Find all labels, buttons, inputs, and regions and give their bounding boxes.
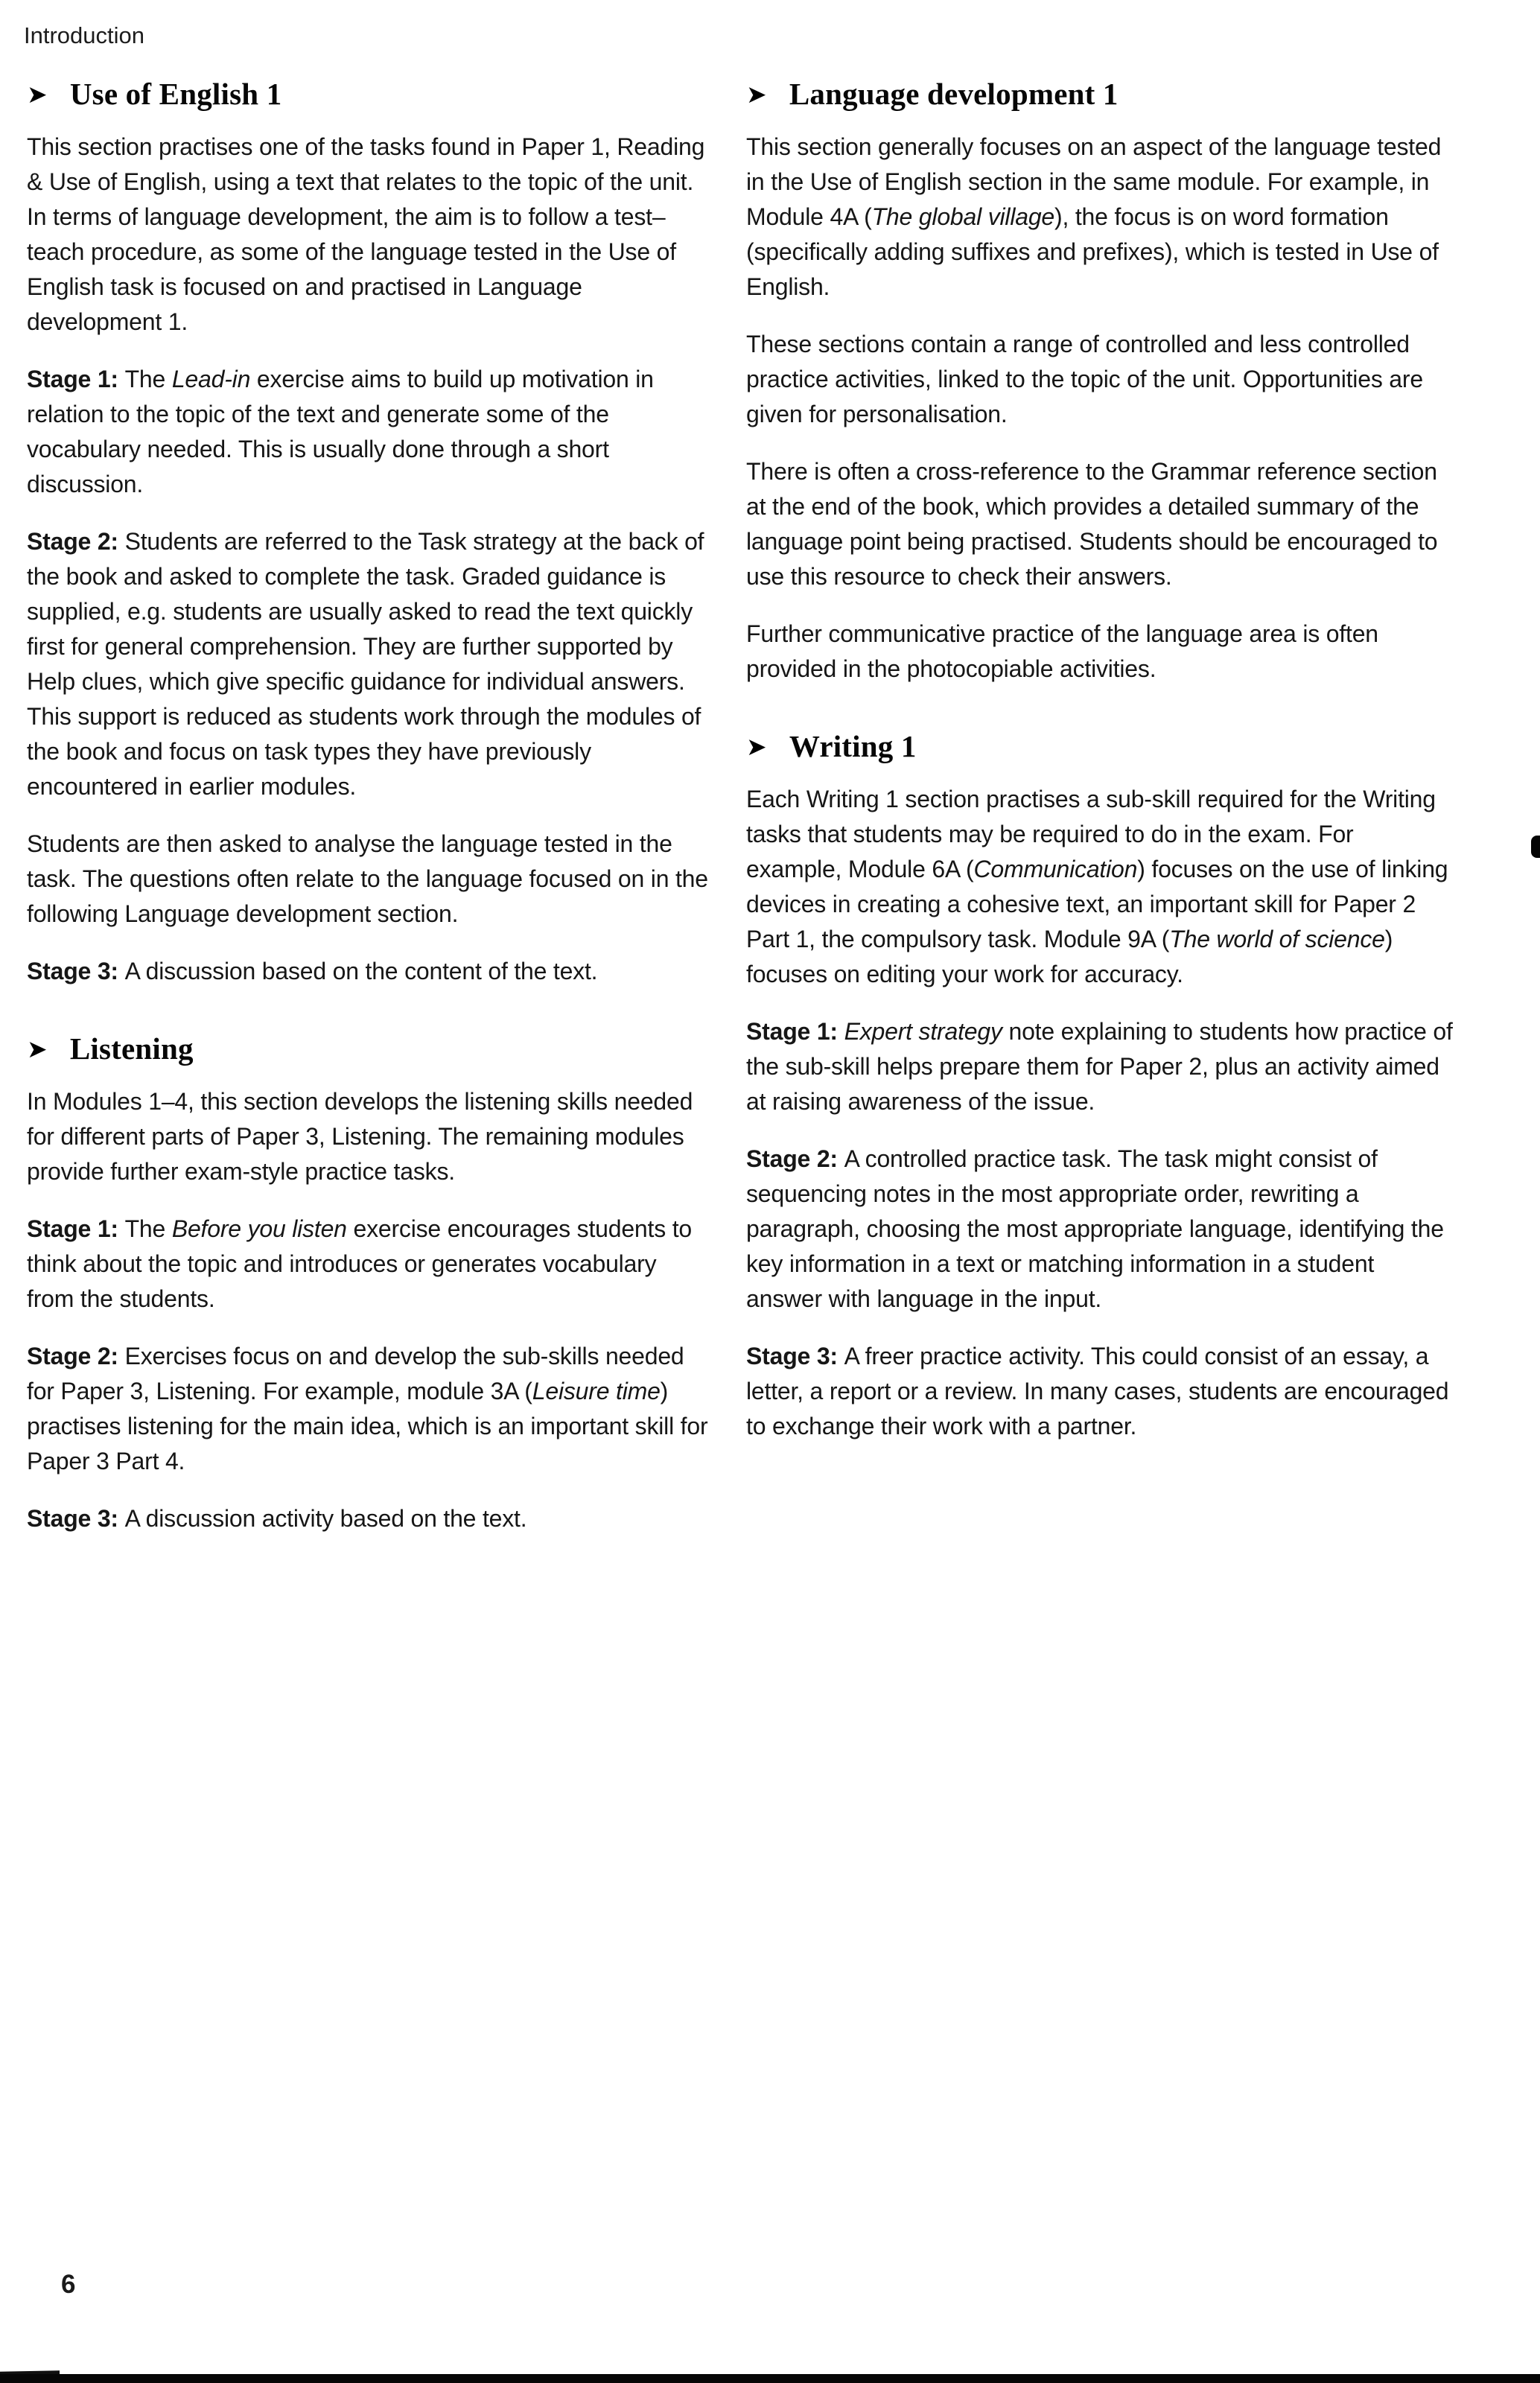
paragraph-stage-2: Stage 2: Exercises focus on and develop the sub-skills needed for Paper 3, Listening. For example, module 3A (Leisure time) practises listening for the main idea, which is an important skill for Paper 3 Part 4. [27,1343,708,1474]
right-column [746,69,1455,1559]
two-column-layout [27,69,1455,1559]
paragraph-stage-2: Stage 2: A controlled practice task. The task might consist of sequencing notes in the most appropriate order, rewriting a paragraph, choosing the most appropriate language, identifying the key information in a text or matching information in a student answer with language in the input. [746,1145,1444,1312]
paragraph: Each Writing 1 section practises a sub-skill required for the Writing tasks that students may be required to do in the exam. For example, Module 6A (Communication) focuses on the use of linking devices in creating a cohesive text, an important skill for Paper 2 Part 1, the compulsory task. Module 9A (The world of science) focuses on editing your work for accuracy. [746,786,1448,987]
arrowhead-icon: ➤ [746,80,767,109]
section-heading [27,1031,709,1066]
paragraph: This section practises one of the tasks found in Paper 1, Reading & Use of English, using a text that relates to the topic of the unit. In terms of language development, the aim is to follow a test–teach procedure, as some of the language tested in the Use of English task is focused on and practised in Language development 1. [27,133,705,335]
section-title: Writing 1 [789,729,917,763]
section-title: Listening [69,1031,194,1066]
paragraph: In Modules 1–4, this section develops the listening skills needed for different parts of Paper 3, Listening. The remaining modules provide further exam-style practice tasks. [27,1088,693,1185]
section-use-of-english-1 [27,76,709,989]
section-heading [746,728,1455,764]
section-language-development-1 [746,76,1455,687]
paragraph: There is often a cross-reference to the Grammar reference section at the end of the book, which provides a detailed summary of the language point being practised. Students should be encouraged to use this resource to check their answers. [746,458,1438,590]
paragraph-stage-3: Stage 3: A discussion activity based on the text. [27,1505,527,1532]
section-writing-1 [746,728,1455,1444]
paragraph-stage-3: Stage 3: A freer practice activity. This could consist of an essay, a letter, a report or a review. In many cases, students are encouraged to exchange their work with a partner. [746,1343,1449,1439]
scan-artifact-right-edge [1531,836,1540,858]
scan-artifact-bottom-bar [0,2374,1540,2383]
arrowhead-icon: ➤ [27,1034,48,1063]
page-number: 6 [61,2270,76,2299]
section-title: Language development 1 [789,77,1119,111]
paragraph: This section generally focuses on an aspect of the language tested in the Use of English section in the same module. For example, in Module 4A (The global village), the focus is on word formation (specifically adding suffixes and prefixes), which is tested in Use of English. [746,133,1442,300]
arrowhead-icon: ➤ [746,732,767,761]
paragraph: Students are then asked to analyse the language tested in the task. The questions often relate to the language focused on in the following Language development section. [27,830,708,927]
arrowhead-icon: ➤ [27,80,48,109]
paragraph: Further communicative practice of the language area is often provided in the photocopiable activities. [746,620,1378,682]
section-title: Use of English 1 [69,77,282,111]
section-listening [27,1031,709,1536]
paragraph-stage-2: Stage 2: Students are referred to the Task strategy at the back of the book and asked to complete the task. Graded guidance is supplied, e.g. students are usually asked to read the text quickly first for general comprehension. They are further supported by Help clues, which give specific guidance for individual answers. This support is reduced as students work through the modules of the book and focus on task types they have previously encountered in earlier modules. [27,528,704,800]
paragraph-stage-1: Stage 1: The Lead-in exercise aims to build up motivation in relation to the topic of the text and generate some of the vocabulary needed. This is usually done through a short discussion. [27,366,654,497]
section-heading [27,76,709,112]
page-header: Introduction [24,22,144,48]
section-heading [746,76,1455,112]
paragraph-stage-3: Stage 3: A discussion based on the content of the text. [27,958,598,984]
left-column [27,69,709,1559]
paragraph-stage-1: Stage 1: The Before you listen exercise encourages students to think about the topic and introduces or generates vocabulary from the students. [27,1215,692,1312]
paragraph-stage-1: Stage 1: Expert strategy note explaining to students how practice of the sub-skill helps prepare them for Paper 2, plus an activity aimed at raising awareness of the issue. [746,1018,1453,1115]
paragraph: These sections contain a range of controlled and less controlled practice activities, linked to the topic of the unit. Opportunities are given for personalisation. [746,331,1423,427]
